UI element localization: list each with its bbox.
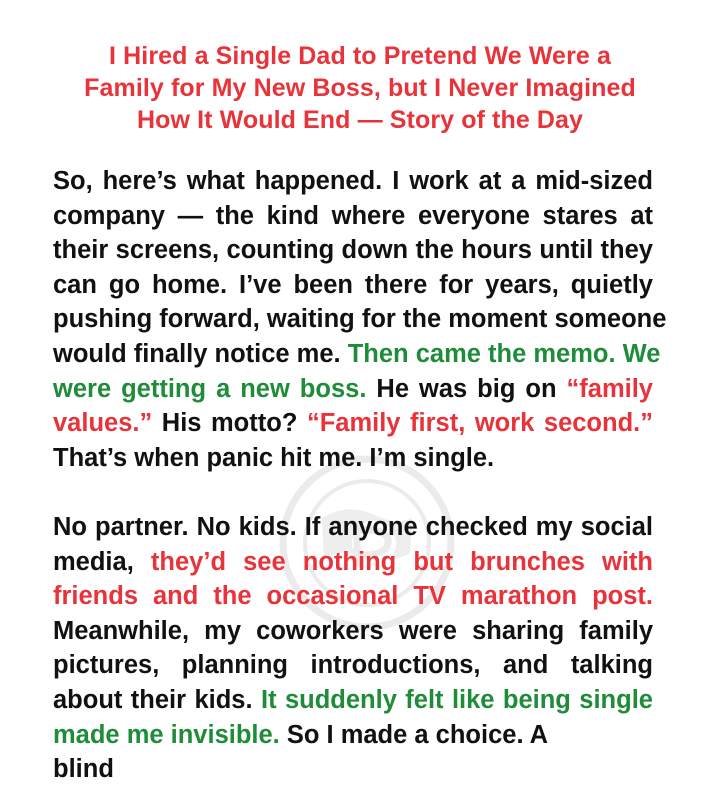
story-highlight-red: they’d see nothing but brunches with bbox=[150, 547, 653, 576]
story-text: about their kids. bbox=[53, 685, 253, 714]
title-line-3: How It Would End — Story of the Day bbox=[136, 106, 584, 134]
story-line: company — the kind where everyone stares at bbox=[53, 201, 653, 230]
story-highlight-red: “Family first, work second.” bbox=[306, 409, 653, 438]
story-line bbox=[53, 683, 653, 718]
story-line: Meanwhile, my coworkers were sharing family bbox=[53, 616, 653, 645]
story-text: media, bbox=[53, 547, 134, 576]
story-line: their screens, counting down the hours until they bbox=[53, 236, 653, 265]
story-line bbox=[53, 372, 653, 407]
story-highlight-green: Then came the memo. We bbox=[347, 339, 661, 368]
story-line: That’s when panic hit me. I’m single. bbox=[53, 443, 495, 472]
story-line bbox=[53, 718, 653, 753]
title-line-2: Family for My New Boss, but I Never Imagined bbox=[84, 74, 636, 102]
story-title bbox=[40, 40, 680, 136]
story-line: No partner. No kids. If anyone checked my social bbox=[53, 512, 653, 541]
story-line: pushing forward, waiting for the moment someone bbox=[53, 305, 667, 334]
story-line: pictures, planning introductions, and talking bbox=[53, 651, 653, 680]
story-highlight-red: “family bbox=[566, 374, 653, 403]
story-highlight-green: It suddenly felt like being single bbox=[260, 685, 653, 714]
title-line-1: I Hired a Single Dad to Pretend We Were a bbox=[109, 42, 611, 70]
story-line-cut-off: blind bbox=[53, 755, 114, 784]
story-highlight-green: made me invisible. bbox=[53, 720, 280, 749]
story-line: can go home. I’ve been there for years, quietly bbox=[53, 270, 653, 299]
story-text: He was big on bbox=[376, 374, 557, 403]
story-highlight-red: values.” bbox=[53, 409, 153, 438]
story-text: So I made a choice. A bbox=[286, 720, 549, 749]
paragraph-gap bbox=[53, 475, 653, 510]
story-body bbox=[53, 164, 667, 784]
story-highlight-red: friends and the occasional TV marathon post. bbox=[53, 582, 653, 611]
story-line: So, here’s what happened. I work at a mid-sized bbox=[53, 167, 653, 195]
story-text: His motto? bbox=[161, 409, 298, 438]
story-line bbox=[53, 337, 661, 372]
story-line bbox=[53, 406, 653, 441]
story-line bbox=[53, 545, 653, 580]
story-highlight-green: were getting a new boss. bbox=[53, 374, 367, 403]
story-text: would finally notice me. bbox=[53, 339, 341, 368]
